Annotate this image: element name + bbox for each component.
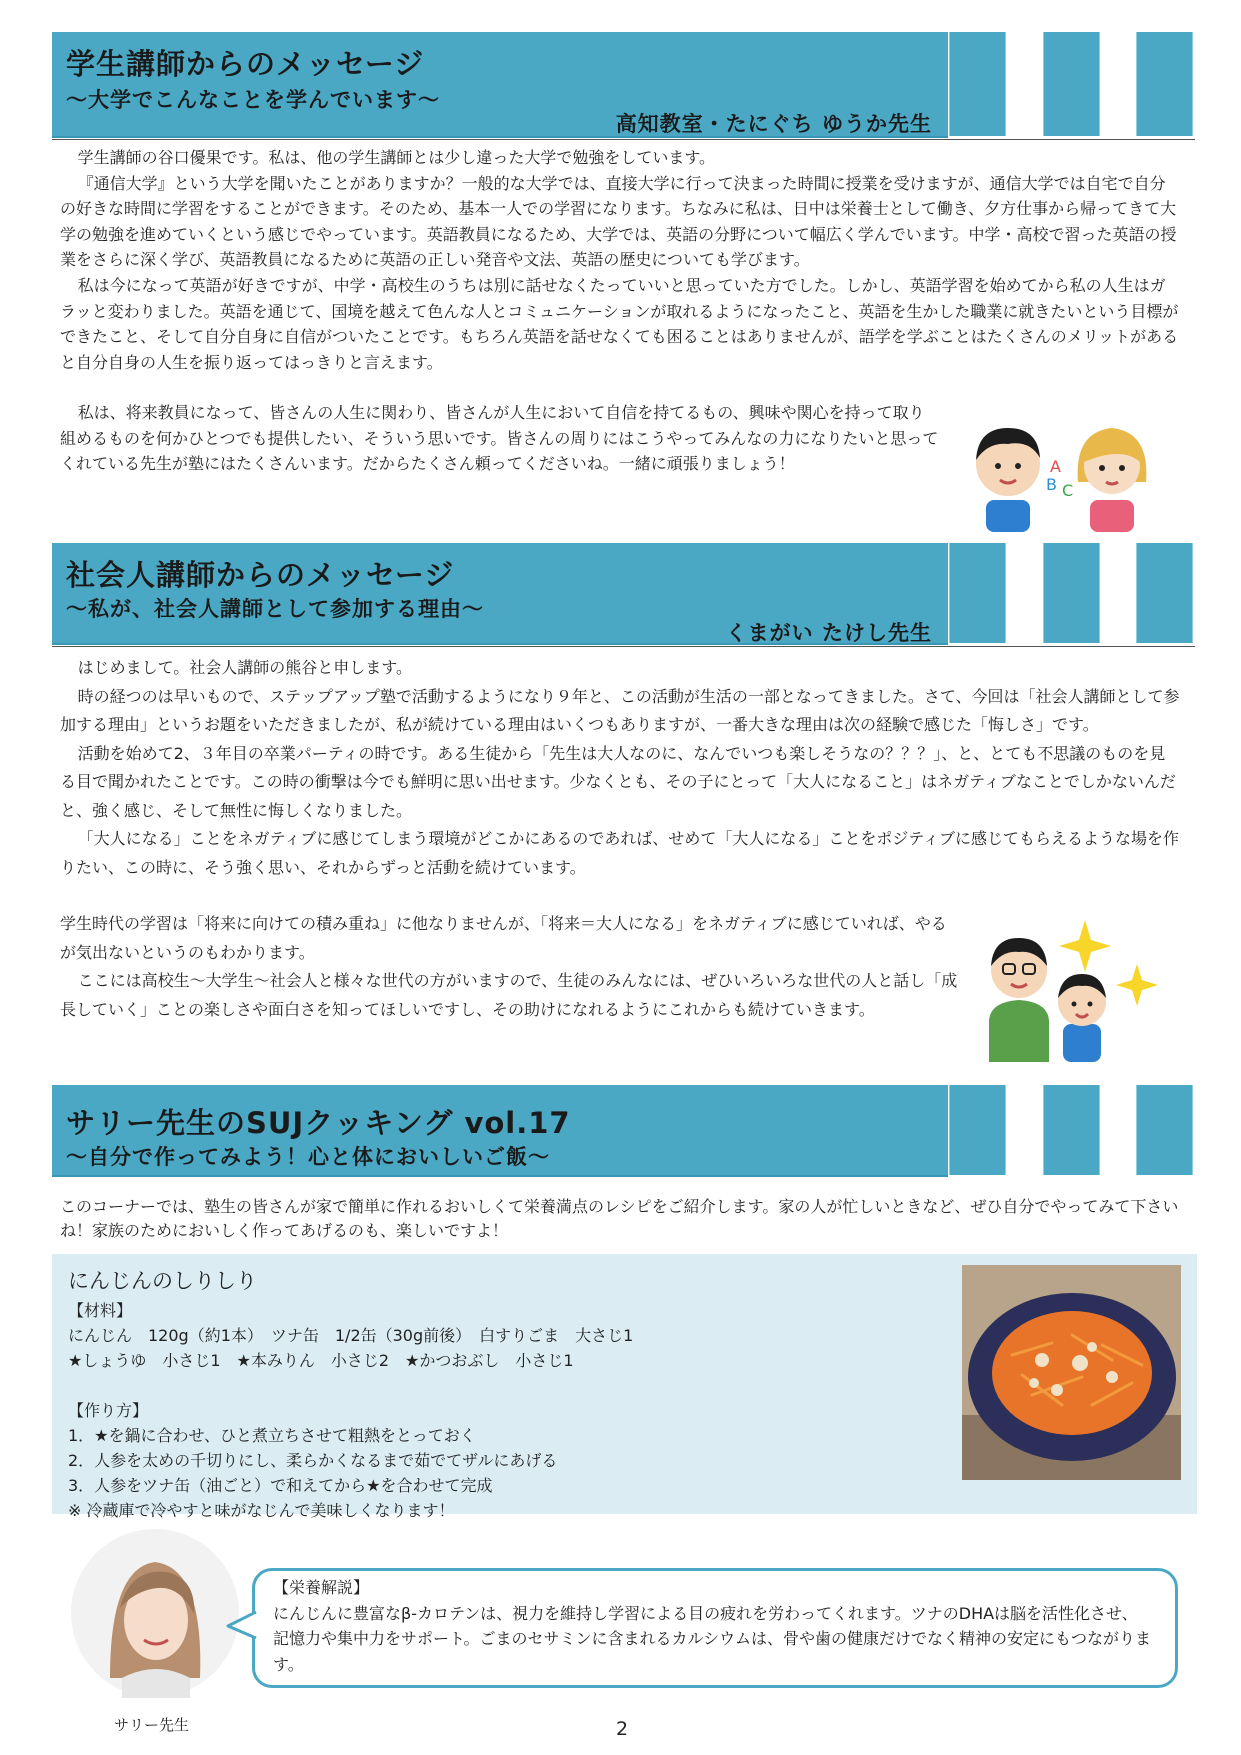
bubble-tail [226,1610,258,1640]
carrot-dish-photo [962,1265,1181,1480]
section3-title: サリー先生のSUJクッキング vol.17 [66,1106,571,1140]
letter-b: B [1046,475,1057,494]
section1-body [60,145,1180,375]
ingredients-heading: 【材料】 [68,1301,133,1320]
section2-body-narrow [60,910,960,1024]
recipe-step: 2．人参を太めの千切りにし、柔らかくなるまで茹でてザルにあげる [68,1451,558,1470]
section1-subtitle: ～大学でこんなことを学んでいます～ [66,88,440,112]
decor-square [949,543,1006,643]
section3-header [52,1085,948,1177]
decor-square [1136,543,1193,643]
section1-body-narrow [60,400,940,477]
decor-square [1136,1085,1193,1175]
paragraph: はじめまして。社会人講師の熊谷と申します。 [77,658,412,677]
steps-heading: 【作り方】 [68,1401,149,1420]
divider [52,139,1195,140]
decor-square [1043,1085,1100,1175]
paragraph: 「大人になる」ことをネガティブに感じてしまう環境がどこかにあるのであれば、せめて「大人になる」ことをポジティブに感じてもらえるような場を作りたい、この時に、そう強く思い、それからずっと活動を続けています。 [60,829,1180,877]
section2-author: くまがい たけし先生 [725,621,932,645]
paragraph: 時の経つのは早いもので、ステップアップ塾で活動するようになり９年と、この活動が生活の一部となってきました。さて、今回は「社会人講師として参加する理由」というお題をいただきましたが、私が続けている理由はいくつもありますが、一番大きな理由は次の経験で感じた「悔しさ」です。 [60,686,1180,734]
paragraph: このコーナーでは、塾生の皆さんが家で簡単に作れるおいしくて栄養満点のレシピをご紹介します。家の人が忙しいときなど、ぜひ自分でやってみて下さいね！家族のためにおいしく作ってあげるのも、楽しいですよ！ [60,1197,1179,1240]
section2-header [52,543,948,645]
section3-subtitle: ～自分で作ってみよう！心と体においしいご飯～ [66,1145,550,1169]
paragraph: 学生時代の学習は「将来に向けての積み重ね」に他なりませんが、「将来＝大人になる」をネガティブに感じていれば、やるが気出ないというのもわかります。 [60,914,947,962]
decor-square [1043,543,1100,643]
recipe [68,1266,633,1523]
section3-intro [60,1195,1180,1243]
decor-square [949,1085,1006,1175]
nutrition-heading: 【栄養解説】 [273,1578,370,1597]
nutrition-text: にんじんに豊富なβ-カロテンは、視力を維持し学習による目の疲れを労わってくれます。ツナのDHAは脳を活性化させ、記憶力や集中力をサポート。ごまのセサミンに含まれるカルシウムは、骨や歯の健康だけでなく精神の安定にもつながります。 [273,1603,1152,1674]
recipe-step: 1．★を鍋に合わせ、ひと煮立ちさせて粗熱をとっておく [68,1426,476,1445]
decor-square [1136,32,1193,136]
section1-header [52,32,948,138]
letter-a: A [1050,457,1061,476]
paragraph: 私は今になって英語が好きですが、中学・高校生のうちは別に話せなくたっていいと思っていた方でした。しかし、英語学習を始めてから私の人生はガラッと変わりました。英語を通じて、国境を越えて色んな人とコミュニケーションが取れるようになったこと、英語を生かした職業に就きたいという目標ができたこと、そして自分自身に自信がついたことです。もちろん英語を話せなくても困ることはありませんが、語学を学ぶことはたくさんのメリットがあると自分自身の人生を振り返ってはっきりと言えます。 [60,275,1179,372]
adult-and-child-illustration [975,912,1165,1072]
paragraph: 『通信大学』という大学を聞いたことがありますか？一般的な大学では、直接大学に行って決まった時間に授業を受けますが、通信大学では自宅で自分の好きな時間に学習をすることができます。そのため、基本一人での学習になります。ちなみに私は、日中は栄養士として働き、夕方仕事から帰ってきて大学の勉強を進めていくという感じでやっています。英語教員になるため、大学では、英語の分野について幅広く学んでいます。中学・高校で習った英語の授業をさらに深く学び、英語教員になるために英語の正しい発音や文法、英語の歴史についても学びます。 [60,173,1177,270]
paragraph: 活動を始めて2、３年目の卒業パーティの時です。ある生徒から「先生は大人なのに、なんでいつも楽しそうなの？？？」、と、とても不思議のものを見る目で聞かれたことです。この時の衝撃は今でも鮮明に思い出せます。少なくとも、その子にとって「大人になること」はネガティブなことでしかないんだと、強く感じ、そして無性に悔しくなりました。 [60,743,1176,820]
teacher-avatar [70,1528,240,1698]
recipe-note: ※ 冷蔵庫で冷やすと味がなじんで美味しくなります！ [68,1501,455,1520]
page-number: 2 [616,1718,629,1740]
section1-title: 学生講師からのメッセージ [66,47,425,81]
paragraph: 私は、将来教員になって、皆さんの人生に関わり、皆さんが人生において自信を持てるもの、興味や関心を持って取り組めるものを何かひとつでも提供したい、そういう思いです。皆さんの周りにはこうやってみんなの力になりたいと思ってくれている先生が塾にはたくさんいます。だからたくさん頼ってくださいね。一緒に頑張りましょう！ [60,403,939,474]
section2-title: 社会人講師からのメッセージ [66,558,455,592]
recipe-name: にんじんのしりしり [68,1269,257,1293]
section1-author: 高知教室・たにぐち ゆうか先生 [615,112,932,136]
paragraph: 学生講師の谷口優果です。私は、他の学生講師とは少し違った大学で勉強をしています。 [77,148,716,167]
letter-c: C [1062,481,1074,500]
decor-square [949,32,1006,136]
recipe-step: 3．人参をツナ缶（油ごと）で和えてから★を合わせて完成 [68,1476,493,1495]
divider [52,646,1195,647]
teacher-caption: サリー先生 [114,1716,190,1734]
english-conversation-illustration [960,392,1160,532]
nutrition-bubble [252,1568,1178,1688]
paragraph: ここには高校生～大学生～社会人と様々な世代の方がいますので、生徒のみんなには、ぜひいろいろな世代の人と話し「成長していく」ことの楽しさや面白さを知ってほしいですし、その助けになれるようにこれからも続けていきます。 [60,971,958,1019]
decor-square [1043,32,1100,136]
section2-body [60,654,1180,882]
ingredients-line: ★しょうゆ 小さじ1 ★本みりん 小さじ2 ★かつおぶし 小さじ1 [68,1351,574,1370]
section2-subtitle: ～私が、社会人講師として参加する理由～ [66,597,484,621]
ingredients-line: にんじん 120g（約1本） ツナ缶 1/2缶（30g前後） 白すりごま 大さじ1 [68,1326,634,1345]
